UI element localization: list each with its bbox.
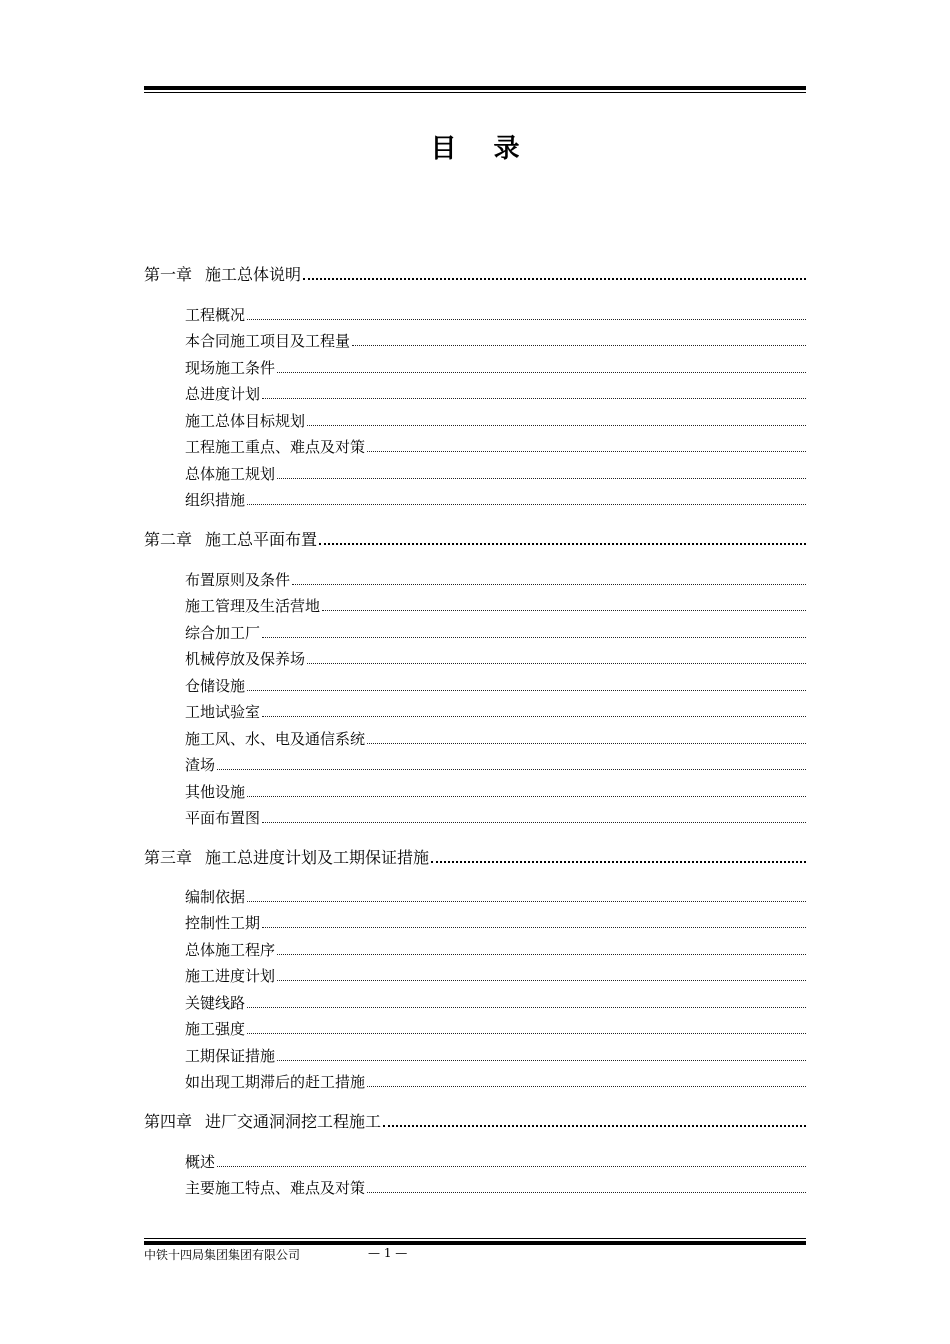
page-title: 目 录 bbox=[430, 134, 534, 164]
dot-leader bbox=[262, 822, 806, 823]
toc-section[interactable] bbox=[144, 807, 806, 828]
dot-leader bbox=[217, 769, 806, 770]
chapter-number: 第三章 bbox=[144, 848, 193, 867]
toc-section[interactable] bbox=[144, 330, 806, 351]
toc-section[interactable] bbox=[144, 675, 806, 696]
chapter-number: 第一章 bbox=[144, 265, 193, 284]
toc-section[interactable] bbox=[144, 622, 806, 643]
toc-section[interactable] bbox=[144, 728, 806, 749]
toc-section[interactable] bbox=[144, 912, 806, 933]
section-title: 概述 bbox=[185, 1153, 216, 1171]
section-title: 总体施工程序 bbox=[185, 941, 276, 959]
chapter-title: 进厂交通洞洞挖工程施工 bbox=[205, 1112, 382, 1131]
section-title: 施工管理及生活营地 bbox=[185, 597, 321, 615]
section-title: 平面布置图 bbox=[185, 809, 261, 827]
chapter-title: 施工总体说明 bbox=[205, 265, 302, 284]
toc-section[interactable] bbox=[144, 1018, 806, 1039]
dot-leader bbox=[277, 1060, 806, 1061]
toc-section[interactable] bbox=[144, 489, 806, 510]
toc-section[interactable] bbox=[144, 886, 806, 907]
dot-leader bbox=[367, 743, 806, 744]
toc-section[interactable] bbox=[144, 304, 806, 325]
section-title: 关键线路 bbox=[185, 994, 246, 1012]
dot-leader bbox=[277, 954, 806, 955]
dot-leader bbox=[217, 1166, 806, 1167]
toc-chapter-3[interactable] bbox=[144, 845, 806, 868]
dot-leader bbox=[277, 980, 806, 981]
page-number: — 1 — bbox=[368, 1246, 408, 1260]
dot-leader bbox=[247, 1033, 806, 1034]
toc-section[interactable] bbox=[144, 569, 806, 590]
section-title: 机械停放及保养场 bbox=[185, 650, 306, 668]
section-title: 主要施工特点、难点及对策 bbox=[185, 1179, 366, 1197]
chapter-number: 第四章 bbox=[144, 1112, 193, 1131]
section-title: 总体施工规划 bbox=[185, 465, 276, 483]
dot-leader bbox=[367, 451, 806, 452]
toc-section[interactable] bbox=[144, 463, 806, 484]
dot-leader bbox=[247, 901, 806, 902]
footer-rule-thin bbox=[144, 1238, 806, 1239]
footer-rule-thick bbox=[144, 1241, 806, 1245]
section-title: 施工风、水、电及通信系统 bbox=[185, 730, 366, 748]
dot-leader bbox=[431, 861, 806, 863]
toc-section[interactable] bbox=[144, 383, 806, 404]
section-title: 工期保证措施 bbox=[185, 1047, 276, 1065]
dot-leader bbox=[277, 478, 806, 479]
dot-leader bbox=[367, 1086, 806, 1087]
dot-leader bbox=[247, 796, 806, 797]
toc-section[interactable] bbox=[144, 648, 806, 669]
dot-leader bbox=[322, 610, 806, 611]
section-title: 总进度计划 bbox=[185, 385, 261, 403]
section-title: 施工进度计划 bbox=[185, 967, 276, 985]
dot-leader bbox=[319, 543, 806, 545]
page-footer bbox=[144, 1246, 408, 1263]
toc-section[interactable] bbox=[144, 1177, 806, 1198]
section-title: 现场施工条件 bbox=[185, 359, 276, 377]
dot-leader bbox=[247, 504, 806, 505]
dot-leader bbox=[307, 425, 806, 426]
toc-section[interactable] bbox=[144, 965, 806, 986]
toc-section[interactable] bbox=[144, 701, 806, 722]
chapter-title: 施工总平面布置 bbox=[205, 530, 318, 549]
section-title: 渣场 bbox=[185, 756, 216, 774]
toc-section[interactable] bbox=[144, 410, 806, 431]
chapter-title: 施工总进度计划及工期保证措施 bbox=[205, 848, 430, 867]
section-title: 布置原则及条件 bbox=[185, 571, 291, 589]
section-title: 工程概况 bbox=[185, 306, 246, 324]
footer-company: 中铁十四局集团集团有限公司 bbox=[144, 1248, 301, 1262]
dot-leader bbox=[352, 345, 806, 346]
toc-section[interactable] bbox=[144, 1071, 806, 1092]
dot-leader bbox=[262, 927, 806, 928]
section-title: 编制依据 bbox=[185, 888, 246, 906]
dot-leader bbox=[367, 1192, 806, 1193]
toc-section[interactable] bbox=[144, 1045, 806, 1066]
toc-section[interactable] bbox=[144, 595, 806, 616]
dot-leader bbox=[277, 372, 806, 373]
section-title: 施工强度 bbox=[185, 1020, 246, 1038]
chapter-number: 第二章 bbox=[144, 530, 193, 549]
toc-section[interactable] bbox=[144, 754, 806, 775]
toc-section[interactable] bbox=[144, 992, 806, 1013]
dot-leader bbox=[247, 1007, 806, 1008]
dot-leader bbox=[262, 637, 806, 638]
dot-leader bbox=[307, 663, 806, 664]
dot-leader bbox=[247, 690, 806, 691]
dot-leader bbox=[247, 319, 806, 320]
dot-leader bbox=[262, 716, 806, 717]
section-title: 施工总体目标规划 bbox=[185, 412, 306, 430]
toc-section[interactable] bbox=[144, 436, 806, 457]
toc-chapter-1[interactable] bbox=[144, 262, 806, 285]
section-title: 综合加工厂 bbox=[185, 624, 261, 642]
section-title: 工程施工重点、难点及对策 bbox=[185, 438, 366, 456]
section-title: 本合同施工项目及工程量 bbox=[185, 332, 351, 350]
toc-chapter-4[interactable] bbox=[144, 1109, 806, 1132]
toc-chapter-2[interactable] bbox=[144, 527, 806, 550]
header-rule-thick bbox=[144, 86, 806, 90]
dot-leader bbox=[383, 1125, 806, 1127]
toc-section[interactable] bbox=[144, 357, 806, 378]
section-title: 如出现工期滞后的赶工措施 bbox=[185, 1073, 366, 1091]
section-title: 其他设施 bbox=[185, 783, 246, 801]
section-title: 组织措施 bbox=[185, 491, 246, 509]
section-title: 控制性工期 bbox=[185, 914, 261, 932]
toc-section[interactable] bbox=[144, 781, 806, 802]
dot-leader bbox=[262, 398, 806, 399]
toc-section[interactable] bbox=[144, 939, 806, 960]
dot-leader bbox=[303, 278, 806, 280]
header-rule-thin bbox=[144, 92, 806, 93]
section-title: 仓储设施 bbox=[185, 677, 246, 695]
section-title: 工地试验室 bbox=[185, 703, 261, 721]
toc-section[interactable] bbox=[144, 1151, 806, 1172]
dot-leader bbox=[292, 584, 806, 585]
